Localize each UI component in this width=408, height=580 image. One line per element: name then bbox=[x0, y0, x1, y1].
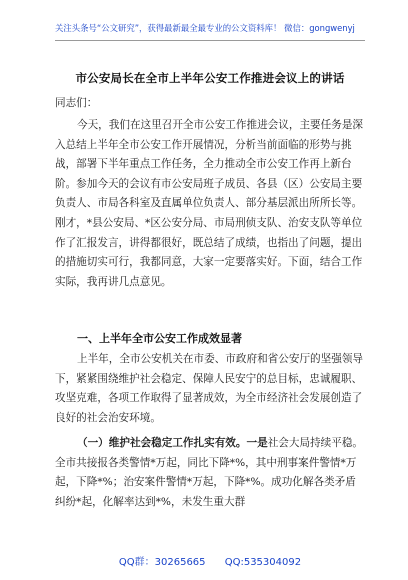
point-label: 一是 bbox=[246, 437, 268, 449]
subsection-heading: （一）维护社会稳定工作扎实有效。 bbox=[77, 437, 247, 449]
section-heading: 一、上半年全市公安工作成效显著 bbox=[77, 332, 242, 345]
paragraph-intro: 今天，我们在这里召开全市公安工作推进会议，主要任务是深入总结上半年全市公安工作开展情况，分析当前面临的形势与挑战，部署下半年重点工作任务，全力推动全市公安工作再上新台阶。参加今天的会议有市公安局班子成员、各县（区）公安局主要负责人、市局各科室及直属单位负责人、部分基层派出所所长等。刚才，*县公安局、*区公安分局、市局刑侦支队、治安支队等单位作了汇报发言，讲得都很好，既总结了成绩，也指出了问题，提出的措施切实可行，我都同意，大家一定要落实好。下面，结合工作实际，我再讲几点意见。 bbox=[55, 119, 364, 288]
paragraph-summary: 上半年，全市公安机关在市委、市政府和省公安厅的坚强领导下，紧紧围绕维护社会稳定、保障人民安宁的总目标，忠诚履职、攻坚克难，各项工作取得了显著成效，为全市经济社会发展创造了良好的社会治安环境。 bbox=[55, 353, 364, 424]
footer-qq-group: QQ群：30265665 bbox=[118, 557, 206, 568]
footer-qq: QQ:535304092 bbox=[224, 557, 302, 568]
paragraph-stability bbox=[55, 434, 365, 512]
header-divider bbox=[55, 40, 365, 41]
paragraph-stability-text: 社会大局持续平稳。全市共接报各类警情*万起，同比下降*%，其中刑事案件警情*万起，下降*%；治安案件警情*万起，下降*%。成功化解各类矛盾纠纷*起，化解率达到*%，未发生重大群 bbox=[55, 437, 364, 508]
footer-contact bbox=[55, 553, 365, 568]
salutation: 同志们： bbox=[55, 97, 98, 109]
page-title: 市公安局长在全市上半年公安工作推进会议上的讲话 bbox=[75, 71, 345, 85]
header-note: 关注头条号“公文研究”，获得最新最全最专业的公文资料库！ 微信：gongwenyj bbox=[55, 23, 355, 33]
